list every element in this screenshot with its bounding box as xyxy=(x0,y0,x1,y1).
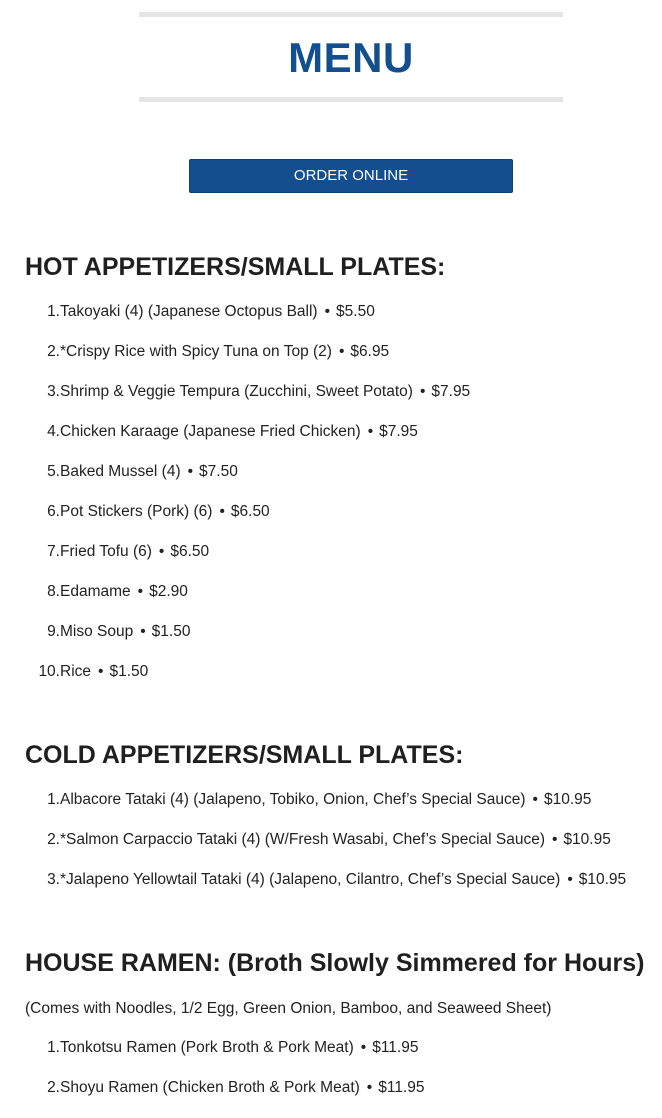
menu-item xyxy=(25,302,645,342)
menu-item-number: 3. xyxy=(47,383,60,400)
menu-item xyxy=(25,830,645,870)
menu-item-text xyxy=(60,1038,418,1058)
menu-item-text xyxy=(60,790,591,810)
menu-item-name: Miso Soup xyxy=(60,623,134,640)
menu-item-text xyxy=(60,462,238,482)
menu-item-number: 10. xyxy=(38,663,60,680)
header-divider-bottom xyxy=(139,97,563,102)
menu-item xyxy=(25,342,645,382)
section-heading: HOUSE RAMEN: (Broth Slowly Simmered for Hours) xyxy=(25,949,645,977)
header-divider-top xyxy=(139,12,563,17)
menu-item-name: Fried Tofu (6) xyxy=(60,543,152,560)
menu-item-name: Takoyaki (4) (Japanese Octopus Ball) xyxy=(60,303,318,320)
menu-item-price: $7.95 xyxy=(431,383,471,400)
menu-item-number: 8. xyxy=(47,583,60,600)
menu-item-price: $6.50 xyxy=(230,503,270,520)
menu-item-number: 3. xyxy=(47,871,60,888)
menu-item-list xyxy=(25,1038,645,1118)
bullet-separator: • xyxy=(419,383,426,400)
menu-item-name: Shrimp & Veggie Tempura (Zucchini, Sweet Potato) xyxy=(60,383,413,400)
page-title: MENU xyxy=(288,34,414,81)
menu-item-number: 2. xyxy=(47,1079,60,1096)
menu-item-price: $11.95 xyxy=(372,1039,419,1056)
menu-item-number: 1. xyxy=(47,791,60,808)
menu-item-list xyxy=(25,790,645,910)
menu-item-name: *Salmon Carpaccio Tataki (4) (W/Fresh Wasabi, Chef’s Special Sauce) xyxy=(60,831,545,848)
menu-item-price: $10.95 xyxy=(578,871,627,888)
menu-item xyxy=(25,1038,645,1078)
bullet-separator: • xyxy=(219,503,225,520)
bullet-separator: • xyxy=(567,871,573,888)
menu-item-price: $1.50 xyxy=(151,623,191,640)
menu-item-text xyxy=(60,542,209,562)
menu-item-list xyxy=(25,302,645,702)
menu-item-text xyxy=(60,622,190,642)
menu-item-text xyxy=(60,302,375,322)
menu-item-number: 2. xyxy=(47,343,60,360)
menu-item-price: $5.50 xyxy=(336,303,375,320)
menu-item-price: $10.95 xyxy=(563,831,611,848)
menu-item-number: 7. xyxy=(47,543,60,560)
bullet-separator: • xyxy=(140,623,146,640)
bullet-separator: • xyxy=(158,543,165,560)
section-heading: HOT APPETIZERS/SMALL PLATES: xyxy=(25,253,446,281)
menu-item-price: $6.95 xyxy=(350,343,390,360)
bullet-separator: • xyxy=(360,1039,367,1056)
menu-item-price: $1.50 xyxy=(109,663,149,680)
menu-item-text xyxy=(60,502,270,522)
menu-item xyxy=(25,790,645,830)
menu-item xyxy=(25,462,645,502)
menu-item-name: Pot Stickers (Pork) (6) xyxy=(60,503,213,520)
menu-item-text xyxy=(60,662,148,682)
menu-item xyxy=(25,622,645,662)
menu-item xyxy=(25,662,645,702)
menu-item-price: $2.90 xyxy=(149,583,188,600)
bullet-separator: • xyxy=(366,1079,373,1096)
menu-item xyxy=(25,542,645,582)
menu-item xyxy=(25,422,645,462)
menu-item-text xyxy=(60,1078,425,1098)
bullet-separator: • xyxy=(367,423,374,440)
menu-item-price: $7.95 xyxy=(379,423,418,440)
menu-item-number: 2. xyxy=(47,831,60,848)
menu-item-name: Baked Mussel (4) xyxy=(60,463,181,480)
menu-item-name: *Crispy Rice with Spicy Tuna on Top (2) xyxy=(60,343,332,360)
menu-item-name: Rice xyxy=(60,663,92,680)
bullet-separator: • xyxy=(552,831,558,848)
menu-item-number: 6. xyxy=(47,503,60,520)
bullet-separator: • xyxy=(532,791,538,808)
menu-item xyxy=(25,382,645,422)
menu-item-text xyxy=(60,830,611,850)
menu-item-number: 5. xyxy=(47,463,60,480)
menu-item xyxy=(25,870,645,910)
menu-item-name: Albacore Tataki (4) (Jalapeno, Tobiko, Onion, Chef’s Special Sauce) xyxy=(60,791,526,808)
bullet-separator: • xyxy=(187,463,194,480)
menu-item xyxy=(25,1078,645,1118)
menu-item-price: $10.95 xyxy=(543,791,592,808)
section-heading: COLD APPETIZERS/SMALL PLATES: xyxy=(25,741,464,769)
menu-item-text xyxy=(60,870,626,890)
menu-item-number: 4. xyxy=(47,423,60,440)
menu-item-text xyxy=(60,382,470,402)
menu-item-number: 1. xyxy=(47,303,60,320)
menu-item-number: 9. xyxy=(47,623,60,640)
menu-item-text xyxy=(60,342,389,362)
menu-item xyxy=(25,502,645,542)
bullet-separator: • xyxy=(324,303,331,320)
menu-item-name: *Jalapeno Yellowtail Tataki (4) (Jalapeno, Cilantro, Chef’s Special Sauce) xyxy=(60,871,561,888)
menu-item-price: $7.50 xyxy=(199,463,238,480)
menu-item-text xyxy=(60,422,418,442)
section-note: (Comes with Noodles, 1/2 Egg, Green Onion, Bamboo, and Seaweed Sheet) xyxy=(25,1000,552,1017)
menu-item-name: Chicken Karaage (Japanese Fried Chicken) xyxy=(60,423,361,440)
menu-item-text xyxy=(60,582,188,602)
bullet-separator: • xyxy=(137,583,144,600)
bullet-separator: • xyxy=(338,343,345,360)
section-hot-appetizers xyxy=(25,252,645,702)
menu-item-number: 1. xyxy=(47,1039,60,1056)
menu-item-price: $6.50 xyxy=(170,543,210,560)
section-cold-appetizers xyxy=(25,740,645,910)
menu-header xyxy=(139,12,563,102)
menu-item-name: Shoyu Ramen (Chicken Broth & Pork Meat) xyxy=(60,1079,360,1096)
menu-item-name: Edamame xyxy=(60,583,131,600)
order-online-button[interactable]: ORDER ONLINE xyxy=(189,159,513,193)
menu-item-name: Tonkotsu Ramen (Pork Broth & Pork Meat) xyxy=(60,1039,354,1056)
bullet-separator: • xyxy=(98,663,104,680)
menu-item xyxy=(25,582,645,622)
menu-item-price: $11.95 xyxy=(378,1079,425,1096)
section-house-ramen xyxy=(25,948,645,1118)
